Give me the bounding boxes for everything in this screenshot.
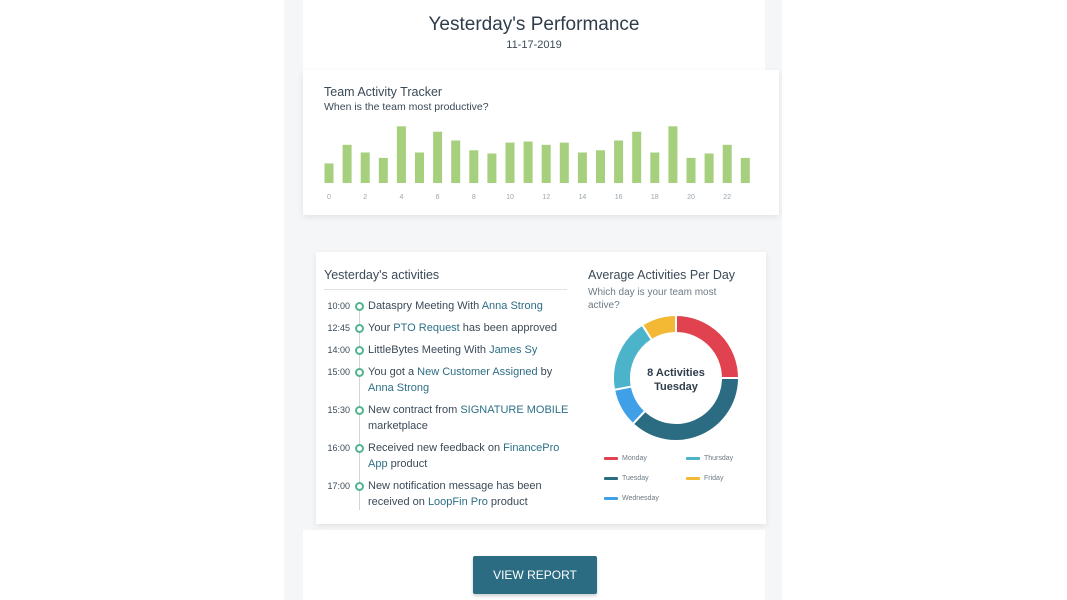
x-tick-label: 2 xyxy=(363,194,368,201)
activity-bar xyxy=(415,153,424,184)
x-tick-label: 6 xyxy=(435,194,440,201)
activity-time: 17:00 xyxy=(327,481,350,491)
activity-bar xyxy=(343,145,352,183)
activity-time: 15:30 xyxy=(327,405,350,415)
legend-item-wednesday xyxy=(604,494,659,504)
x-tick-label: 4 xyxy=(399,194,404,201)
donut-center-value: 8 Activities xyxy=(647,367,705,379)
activity-text-part: New contract from xyxy=(368,404,461,416)
x-tick-label: 20 xyxy=(687,194,695,201)
activity-bar xyxy=(524,142,533,184)
activity-bar xyxy=(469,150,478,183)
activities-card xyxy=(316,252,766,524)
x-tick-label: 22 xyxy=(723,194,732,201)
activity-text xyxy=(368,478,573,510)
activity-time: 12:45 xyxy=(327,323,350,333)
view-report-button[interactable]: VIEW REPORT xyxy=(473,556,597,594)
activity-bar xyxy=(325,163,334,183)
timeline-dot-icon xyxy=(355,368,364,377)
avg-activities-subtitle: Which day is your team most active? xyxy=(588,287,717,311)
activity-link[interactable]: LoopFin Pro xyxy=(427,496,488,508)
legend-item-thursday xyxy=(686,454,733,464)
activity-bar xyxy=(650,153,659,184)
tracker-title: Team Activity Tracker xyxy=(324,85,443,99)
activity-link[interactable]: James Sy xyxy=(489,344,538,356)
legend-label: Friday xyxy=(704,475,724,482)
activity-bar xyxy=(614,141,623,184)
activity-text xyxy=(368,364,573,396)
timeline-dot-icon xyxy=(355,346,364,355)
activity-text-part: by xyxy=(537,366,553,378)
activity-time: 16:00 xyxy=(327,443,350,453)
legend-item-monday xyxy=(604,454,647,464)
legend-label: Tuesday xyxy=(622,475,649,482)
activity-text xyxy=(368,320,573,336)
divider xyxy=(324,289,567,290)
activity-time: 10:00 xyxy=(327,301,350,311)
donut-center-day: Tuesday xyxy=(654,381,698,393)
legend-label: Monday xyxy=(622,455,647,462)
activity-bar xyxy=(506,143,515,183)
activity-bar xyxy=(668,126,677,183)
activity-time: 14:00 xyxy=(327,345,350,355)
avg-activities-title: Average Activities Per Day xyxy=(588,268,736,282)
activity-bar xyxy=(397,126,406,183)
legend-label: Wednesday xyxy=(622,495,659,502)
x-tick-label: 10 xyxy=(506,194,514,201)
activity-text-part: LittleBytes Meeting With xyxy=(368,344,490,356)
legend-swatch xyxy=(604,457,618,460)
x-tick-label: 0 xyxy=(327,194,331,201)
activity-bar xyxy=(487,154,496,184)
x-tick-label: 8 xyxy=(471,194,476,201)
activity-text-part: Your xyxy=(368,322,394,334)
legend-label: Thursday xyxy=(704,455,734,462)
team-activity-tracker-card xyxy=(303,70,779,215)
activity-bar xyxy=(578,153,587,184)
activity-link[interactable]: FinancePro App xyxy=(368,442,560,470)
timeline-dot-icon xyxy=(355,482,364,491)
x-tick-label: 14 xyxy=(578,194,587,201)
footer-section xyxy=(303,530,765,600)
timeline-dot-icon xyxy=(355,406,364,415)
timeline-dot-icon xyxy=(355,324,364,333)
legend-swatch xyxy=(604,477,618,480)
activity-text xyxy=(368,440,573,472)
activity-text-part: Received new feedback on xyxy=(368,442,504,454)
activity-text-part: has been approved xyxy=(459,322,557,334)
report-date: 11-17-2019 xyxy=(506,39,562,51)
x-tick-label: 12 xyxy=(542,194,551,201)
activity-bar xyxy=(379,158,388,183)
legend-item-tuesday xyxy=(604,474,649,484)
activity-text-part: You got a xyxy=(368,366,418,378)
activity-time: 15:00 xyxy=(327,367,350,377)
activity-bar xyxy=(560,143,569,183)
activity-text-part: marketplace xyxy=(368,420,428,432)
legend-swatch xyxy=(686,457,700,460)
activity-text xyxy=(368,298,573,314)
donut-center-label xyxy=(606,366,746,394)
activity-text-part: New notification message has been received on xyxy=(368,480,542,508)
tracker-subtitle: When is the team most productive? xyxy=(324,101,489,113)
activity-bar xyxy=(451,141,460,184)
activity-bar xyxy=(632,132,641,183)
legend-item-friday xyxy=(686,474,723,484)
x-tick-label: 16 xyxy=(614,194,623,201)
activity-bar xyxy=(741,158,750,183)
legend-swatch xyxy=(604,497,618,500)
activity-bar xyxy=(596,150,605,183)
activity-bar xyxy=(361,153,370,184)
activities-title: Yesterday's activities xyxy=(324,268,440,282)
activity-link[interactable]: Anna Strong xyxy=(368,382,430,394)
activity-bar xyxy=(542,145,551,183)
activity-link[interactable]: Anna Strong xyxy=(481,300,543,312)
activity-text-part: Dataspry Meeting With xyxy=(368,300,482,312)
activity-bar xyxy=(687,158,696,183)
activity-text xyxy=(368,342,573,358)
activity-link[interactable]: New Customer Assigned xyxy=(417,366,538,378)
activity-bar xyxy=(705,154,714,184)
activity-link[interactable]: PTO Request xyxy=(393,322,460,334)
timeline-dot-icon xyxy=(355,302,364,311)
x-tick-label: 18 xyxy=(650,194,659,201)
activity-bar xyxy=(723,145,732,183)
activity-link[interactable]: SIGNATURE MOBILE xyxy=(460,404,569,416)
header-section xyxy=(303,0,765,70)
timeline-dot-icon xyxy=(355,444,364,453)
activity-bar xyxy=(433,132,442,183)
activity-text-part: product xyxy=(487,496,528,508)
activity-text-part: product xyxy=(387,458,428,470)
page-title: Yesterday's Performance xyxy=(428,14,640,35)
activity-text xyxy=(368,402,573,434)
legend-swatch xyxy=(686,477,700,480)
